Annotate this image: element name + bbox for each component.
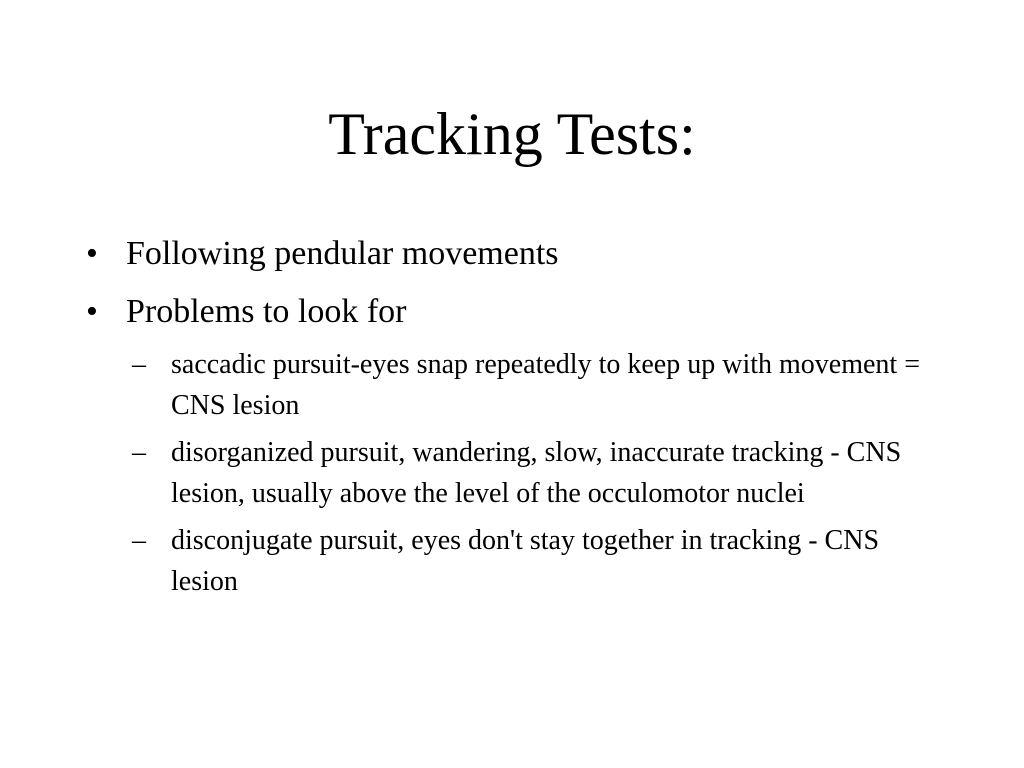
dash-marker: – [132, 437, 146, 468]
slide-title: Tracking Tests: [328, 101, 696, 167]
bullet-list [84, 228, 934, 608]
sub-bullet-disconjugate [130, 520, 934, 602]
sub-bullet-saccadic [130, 344, 934, 426]
dash-marker: – [132, 349, 146, 380]
bullet-text: Following pendular movements [126, 235, 559, 272]
bullet-item-problems [84, 286, 934, 338]
bullet-text: Problems to look for [126, 293, 407, 330]
sub-bullet-text: disorganized pursuit, wandering, slow, inaccurate tracking - CNS lesion, usually above the level of the occulomotor nuclei [171, 437, 902, 509]
sub-bullet-text: disconjugate pursuit, eyes don't stay together in tracking - CNS lesion [171, 525, 880, 597]
sub-bullet-text: saccadic pursuit-eyes snap repeatedly to keep up with movement = CNS lesion [171, 349, 920, 421]
sub-bullet-disorganized [130, 432, 934, 514]
bullet-item-following [84, 228, 934, 280]
sub-bullet-list [84, 344, 934, 602]
bullet-marker: • [86, 235, 98, 272]
sub-bullet-container [84, 344, 934, 602]
bullet-marker: • [86, 293, 98, 330]
dash-marker: – [132, 525, 146, 556]
